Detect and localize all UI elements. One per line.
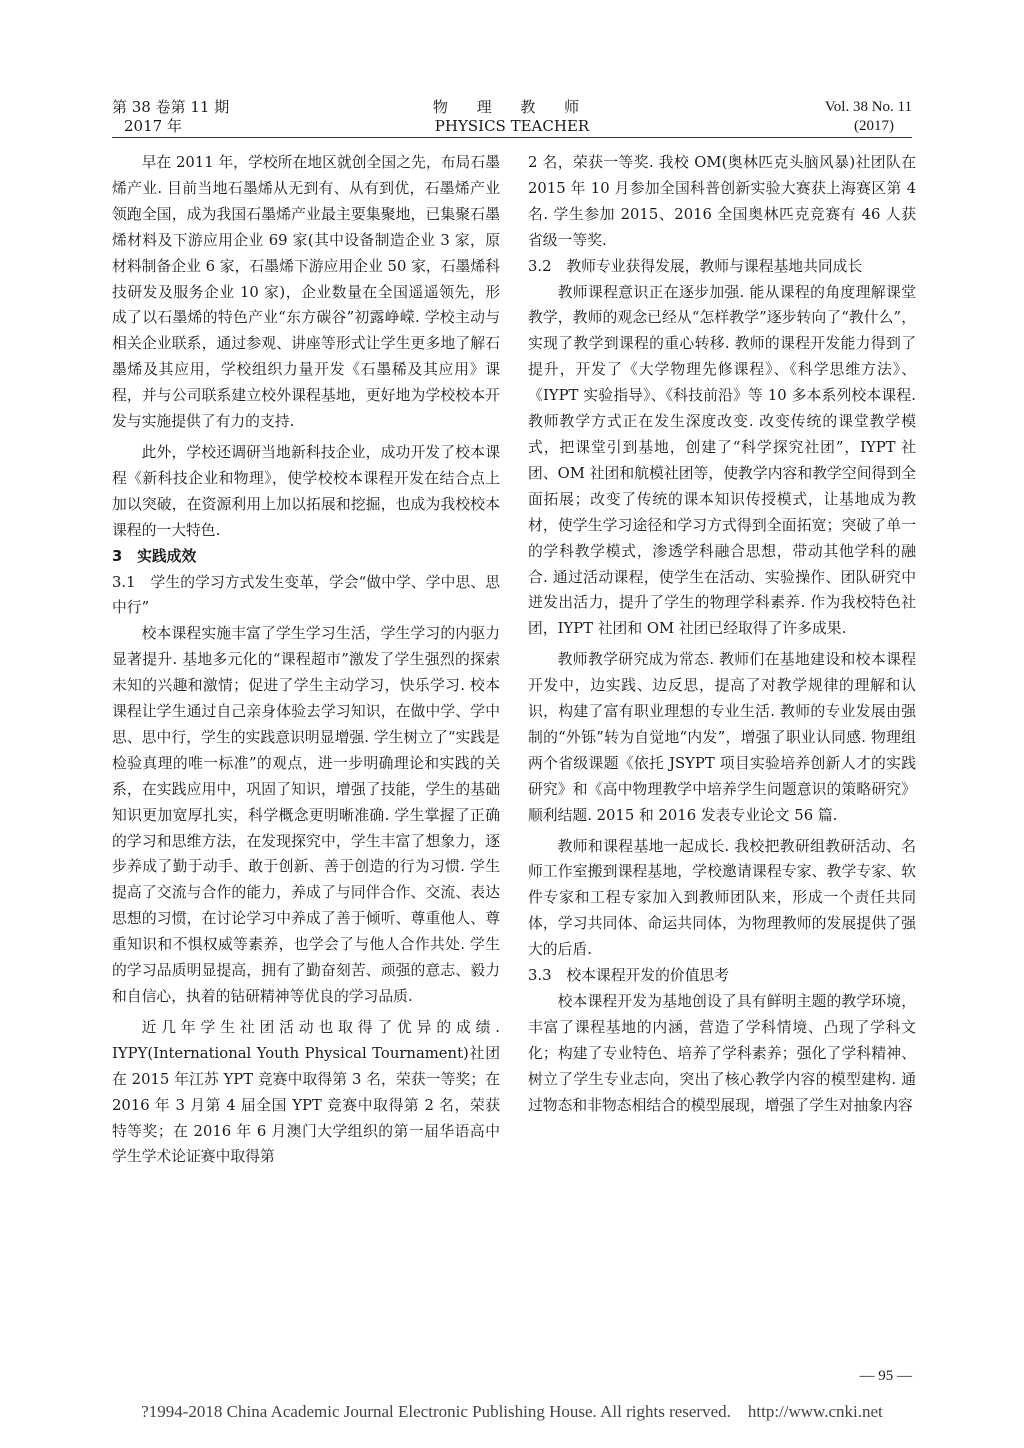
paragraph: 教师课程意识正在逐步加强. 能从课程的角度理解课堂教学，教师的观念已经从“怎样教学”逐步转向了“教什么”，实现了教学到课程的重心转移. 教师的课程开发能力得到了提升，开发了《大学物理先修课程》、《科学思维方法》、《IYPT 实验指导》、《科技前沿》等 10 多本系列校本课程. 教师教学方式正在发生深度改变. 改变传统的课堂教学模式，把课堂引到基地，创建了“科学探究社团”，IYPT 社团、OM 社团和航模社团等，使教学内容和教学空间得到全面拓展；改变了传统的课本知识传授模式，让基地成为教材，使学生学习途径和学习方式得到全面拓宽；突破了单一的学科教学模式，渗透学科融合思想，带动其他学科的融合. 通过活动课程，使学生在活动、实验操作、团队研究中迸发出活力，提升了学生的物理学科素养. 作为我校特色社团，IYPT 社团和 OM 社团已经取得了许多成果. — [528, 283, 916, 638]
paragraph: 校本课程实施丰富了学生学习生活，学生学习的内驱力显著提升. 基地多元化的“课程超市”激发了学生强烈的探索未知的兴趣和激情；促进了学生主动学习，快乐学习. 校本课程让学生通过自己亲身体验去学习知识，在做中学、学中思、思中行，学生的实践意识明显增强. 学生树立了“实践是检验真理的唯一标准”的观点，进一步明确理论和实践的关系，在实践应用中，巩固了知识，增强了技能，学生的基础知识更加宽厚扎实，科学概念更明晰准确. 学生掌握了正确的学习和思维方法，在发现探究中，学生丰富了想象力，逐步养成了勤于动手、敢于创新、善于创造的行为习惯. 学生提高了交流与合作的能力，养成了与同伴合作、交流、表达思想的习惯，在讨论学习中养成了善于倾听、尊重他人、尊重知识和不惧权威等素养，也学会了与他人合作共处. 学生的学习品质明显提高，拥有了勤奋刻苦、顽强的意志、毅力和自信心，执着的钻研精神等优良的学习品质. — [112, 625, 500, 1005]
subsection-heading: 3.1 学生的学习方式发生变革，学会“做中学、学中思、思中行” — [112, 573, 500, 617]
header-volume-info-en — [825, 98, 912, 136]
journal-title-en: PHYSICS TEACHER — [434, 117, 590, 135]
header-journal-title — [112, 98, 912, 136]
header-volume: 第 38 卷第 11 期 — [112, 98, 230, 116]
paragraph: 教师教学研究成为常态. 教师们在基地建设和校本课程开发中，边实践、边反思，提高了对教学规律的理解和认识，构建了富有职业理想的专业生活. 教师的专业发展由强制的“外铄”转为自觉地“内发”，增强了职业认同感. 物理组两个省级课题《依托 JSYPT 项目实验培养创新人才的实践研究》和《高中物理教学中培养学生问题意识的策略研究》顺利结题. 2015 和 2016 发表专业论文 56 篇. — [528, 651, 916, 824]
subsection-heading: 3.3 校本课程开发的价值思考 — [528, 967, 730, 985]
left-column — [112, 150, 500, 1170]
paragraph: 2 名，荣获一等奖. 我校 OM(奥林匹克头脑风暴)社团队在 2015 年 10 月参加全国科普创新实验大赛获上海赛区第 4 名. 学生参加 2015、2016 全国奥林匹克竞赛有 46 人获省级一等奖. — [528, 154, 916, 249]
header-rule — [112, 137, 912, 138]
paragraph: 校本课程开发为基地创设了具有鲜明主题的教学环境，丰富了课程基地的内涵，营造了学科情境、凸现了学科文化；构建了专业特色、培养了学科素养；强化了学科精神、树立了学生专业志向，突出了核心教学内容的模型建构. 通过物态和非物态相结合的模型展现，增强了学生对抽象内容 — [528, 993, 916, 1114]
journal-title-cn: 物 理 教 师 — [432, 98, 592, 116]
page-header — [112, 94, 912, 138]
paragraph: 教师和课程基地一起成长. 我校把教研组教研活动、名师工作室搬到课程基地，学校邀请课程专家、教学专家、软件专家和工程专家加入到教师团队来，形成一个责任共同体，学习共同体、命运共同体，为物理教师的发展提供了强大的后盾. — [528, 837, 916, 959]
page-number: — 95 — — [859, 1368, 912, 1384]
paragraph: 此外，学校还调研当地新科技企业，成功开发了校本课程《新科技企业和物理》，使学校校本课程开发在结合点上加以突破，在资源利用上加以拓展和挖掘，也成为我校校本课程的一大特色. — [112, 443, 500, 539]
header-year: 2017 年 — [124, 117, 182, 135]
copyright-footer: ?1994-2018 China Academic Journal Electronic Publishing House. All rights reserved. http://www.cnki.net — [141, 1402, 883, 1421]
paragraph: 近几年学生社团活动也取得了优异的成绩. IYPY(International Youth Physical Tournament)社团在 2015 年江苏 YPT 竞赛中取得第 3 名，荣获一等奖；在 2016 年 3 月第 4 届全国 YPT 竞赛中取得第 2 名，荣获特等奖；在 2016 年 6 月澳门大学组织的第一届华语高中学生学术论证赛中取得第 — [112, 1018, 500, 1166]
section-heading: 3 实践成效 — [112, 547, 197, 565]
header-volume-en: Vol. 38 No. 11 — [824, 99, 912, 115]
paragraph: 早在 2011 年，学校所在地区就创全国之先，布局石墨烯产业. 目前当地石墨烯从无到有、从有到优，石墨烯产业领跑全国，成为我国石墨烯产业最主要集聚地，已集聚石墨烯材料及下游应用企业 69 家(其中设备制造企业 3 家，原材料制备企业 6 家，石墨烯下游应用企业 50 家，石墨烯科技研发及服务企业 10 家)，企业数量在全国遥遥领先，形成了以石墨烯的特色产业“东方碳谷”初露峥嵘. 学校主动与相关企业联系，通过参观、讲座等形式让学生更多地了解石墨烯及其应用，学校组织力量开发《石墨稀及其应用》课程，并与公司联系建立校外课程基地，更好地为学校校本开发与实施提供了有力的支持. — [112, 154, 500, 431]
subsection-heading: 3.2 教师专业获得发展，教师与课程基地共同成长 — [528, 257, 863, 275]
header-year-en: (2017) — [854, 118, 894, 134]
right-column — [528, 150, 916, 1119]
